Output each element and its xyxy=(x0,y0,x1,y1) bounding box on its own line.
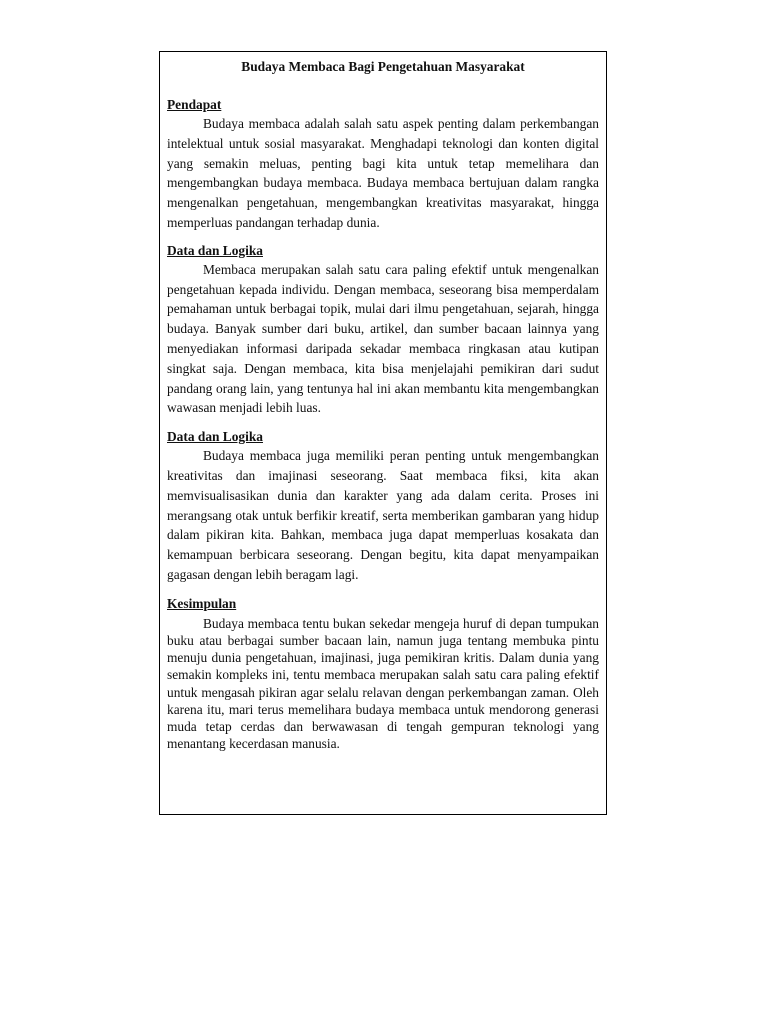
section-data-dan-logika-2 xyxy=(167,427,599,585)
section-kesimpulan xyxy=(167,594,599,753)
section-pendapat xyxy=(167,95,599,233)
section-paragraph: Membaca merupakan salah satu cara paling efektif untuk mengenalkan pengetahuan kepada individu. Dengan membaca, seseorang bisa memperdalam pemahaman untuk berbagai topik, mulai dari ilmu pengetahuan, sejarah, hingga budaya. Banyak sumber dari buku, artikel, dan sumber bacaan lainnya yang menyediakan informasi daripada sekadar membaca ringkasan atau kutipan singkat saja. Dengan membaca, kita bisa menjelajahi pemikiran dari sudut pandang orang lain, yang tentunya hal ini akan membantu kita mengembangkan wawasan menjadi lebih luas. xyxy=(167,261,599,416)
section-data-dan-logika-1 xyxy=(167,241,599,418)
document-title: Budaya Membaca Bagi Pengetahuan Masyarakat xyxy=(241,59,525,74)
section-heading: Data dan Logika xyxy=(167,429,263,445)
section-heading: Data dan Logika xyxy=(167,242,263,258)
section-heading: Kesimpulan xyxy=(167,595,237,611)
section-paragraph: Budaya membaca juga memiliki peran penting untuk mengembangkan kreativitas dan imajinasi seseorang. Saat membaca fiksi, kita akan memvisualisasikan dunia dan karakter yang ada dalam cerita. Proses ini merangsang otak untuk berfikir kreatif, serta memberikan gambaran yang hidup dalam pikiran kita. Bahkan, membaca juga dapat memperluas kosakata dan kemampuan berbicara seseorang. Dengan begitu, kita dapat menyampaikan gagasan dengan lebih beragam lagi. xyxy=(167,448,599,582)
section-heading: Pendapat xyxy=(167,97,222,112)
section-paragraph: Budaya membaca adalah salah satu aspek penting dalam perkembangan intelektual untuk sosial masyarakat. Menghadapi teknologi dan konten digital yang semakin meluas, penting bagi kita untuk tetap memelihara dan mengembangkan budaya membaca. Budaya membaca bertujuan dalam rangka mengenalkan pengetahuan, mengembangkan kreativitas masyarakat, hingga memperluas pandangan terhadap dunia. xyxy=(167,116,599,230)
document-frame xyxy=(159,51,607,815)
section-paragraph: Budaya membaca tentu bukan sekedar mengeja huruf di depan tumpukan buku atau berbagai sumber bacaan lain, namun juga tentang membuka pintu menuju dunia pengetahuan, imajinasi, juga pemikiran kritis. Dalam dunia yang semakin kompleks ini, tentu membaca merupakan salah satu cara paling efektif untuk mengasah pikiran agar selalu relavan dengan perkembangan zaman. Oleh karena itu, mari terus memelihara budaya membaca untuk mendorong generasi muda tetap cerdas dan berwawasan di tengah gempuran teknologi yang menantang kecerdasan manusia. xyxy=(167,615,599,752)
